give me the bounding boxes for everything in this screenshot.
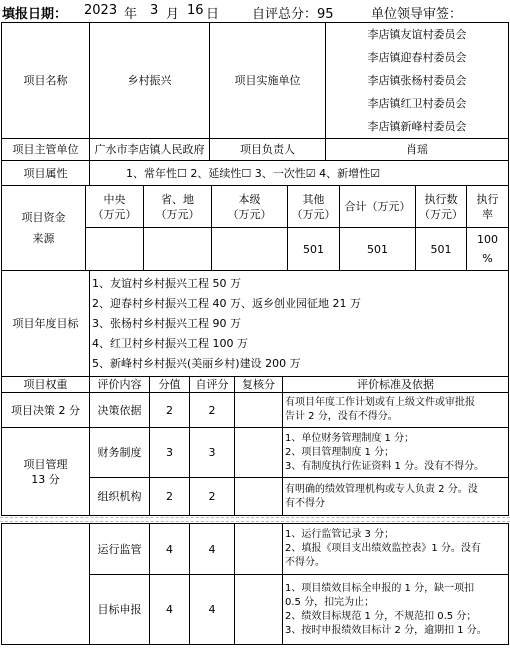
row-recheck	[235, 478, 283, 516]
row-criteria	[283, 575, 509, 645]
manager-unit-value: 广水市李店镇人民政府	[90, 139, 210, 161]
rate-value	[467, 228, 509, 271]
impl-unit-item: 李店镇张杨村委员会	[367, 74, 467, 87]
col-province	[144, 186, 212, 228]
row-recheck	[235, 393, 283, 428]
col-other-name: 其他	[302, 192, 325, 206]
col-central	[86, 186, 144, 228]
attribute-label: 项目属性	[2, 161, 90, 186]
col-other	[288, 186, 340, 228]
col-local	[212, 186, 288, 228]
row-criteria	[283, 393, 509, 428]
province-value	[144, 228, 212, 271]
group-management-line2: 13 分	[31, 472, 60, 486]
project-name-value: 乡村振兴	[90, 23, 210, 139]
group-management-continued	[2, 524, 90, 645]
col-executed-unit: （万元）	[419, 207, 463, 221]
criteria-line: 有项目年度工作计划或有上级文件或审批报	[285, 397, 475, 408]
funds-label-line1: 项目资金	[21, 211, 66, 224]
project-leader-value: 肖瑶	[326, 139, 509, 161]
impl-unit-item: 李店镇迎春村委员会	[367, 51, 467, 64]
project-leader-label: 项目负责人	[210, 139, 326, 161]
rate-value-percent: %	[482, 252, 493, 265]
row-content: 决策依据	[90, 393, 150, 428]
row-content: 运行监管	[90, 524, 150, 575]
impl-unit-item: 李店镇友谊村委员会	[367, 28, 467, 41]
rate-value-number: 100	[477, 233, 498, 246]
evaluation-table	[1, 270, 509, 516]
col-rate	[467, 186, 509, 228]
impl-unit-label: 项目实施单位	[210, 23, 326, 139]
col-rate-line2: 率	[482, 207, 493, 221]
header-recheck: 复核分	[235, 377, 283, 393]
criteria-line: 不得分。	[285, 557, 325, 568]
row-self: 4	[190, 575, 235, 645]
col-local-name: 本级	[238, 192, 261, 206]
row-score: 4	[150, 524, 190, 575]
col-executed-name: 执行数	[424, 192, 458, 206]
project-name-label: 项目名称	[2, 23, 90, 139]
col-local-unit: （万元）	[227, 207, 272, 221]
row-recheck	[235, 428, 283, 478]
col-other-unit: （万元）	[291, 207, 336, 221]
group-management	[2, 428, 90, 516]
other-value: 501	[288, 228, 340, 271]
month-unit: 月	[166, 7, 180, 22]
date-day: 16	[187, 3, 204, 18]
date-year: 2023	[84, 3, 118, 18]
criteria-line: 1、运行监管记录 3 分；	[285, 529, 395, 540]
header-score: 分值	[150, 377, 190, 393]
row-recheck	[235, 524, 283, 575]
header-weight: 项目权重	[2, 377, 90, 393]
funds-table	[1, 185, 509, 271]
evaluation-table-continued	[1, 523, 509, 645]
group-decision: 项目决策 2 分	[2, 393, 90, 428]
row-self: 3	[190, 428, 235, 478]
row-content: 组织机构	[90, 478, 150, 516]
row-criteria	[283, 478, 509, 516]
day-unit: 日	[206, 7, 220, 22]
page-break	[0, 517, 510, 522]
criteria-line: 告计 2 分，没有不得分。	[285, 411, 398, 422]
goal-item: 3、张杨村乡村振兴工程 90 万	[92, 316, 241, 330]
row-score: 3	[150, 428, 190, 478]
impl-unit-item: 李店镇新峰村委员会	[367, 120, 467, 133]
row-self: 4	[190, 524, 235, 575]
col-province-unit: （万元）	[155, 207, 200, 221]
impl-unit-item: 李店镇红卫村委员会	[367, 97, 467, 110]
row-self: 2	[190, 393, 235, 428]
criteria-line: 有不得分	[285, 497, 325, 509]
criteria-line: 1、项目绩效目标全申报的 1 分，缺一项扣	[285, 582, 475, 594]
leader-sign-label: 单位领导审签：	[371, 7, 463, 22]
row-score: 2	[150, 478, 190, 516]
annual-goals-list	[90, 271, 509, 377]
goal-item: 5、新峰村乡村振兴(美丽乡村)建设 200 万	[92, 356, 301, 370]
header-criteria: 评价标准及依据	[283, 377, 509, 393]
annual-goals-label: 项目年度目标	[2, 271, 90, 377]
criteria-line: 有明确的绩效管理机构或专人负责 2 分。没	[285, 483, 478, 495]
criteria-line: 0.5 分，扣完为止；	[285, 596, 375, 608]
row-content: 财务制度	[90, 428, 150, 478]
eval-row-supervision	[2, 524, 509, 575]
eval-row-decision	[2, 393, 509, 428]
attribute-value: 1、常年性☐ 2、延续性☐ 3、一次性☑ 4、新增性☑	[90, 161, 509, 186]
goal-item: 2、迎春村乡村振兴工程 40 万、返乡创业园征地 21 万	[92, 296, 361, 310]
header-content: 评价内容	[90, 377, 150, 393]
row-recheck	[235, 575, 283, 645]
self-total-score: 自评总分：95	[252, 7, 334, 22]
criteria-line: 3、按时申报绩效目标计 2 分，逾期扣 1 分。	[285, 624, 487, 636]
fill-date-label: 填报日期：	[2, 7, 68, 22]
local-value	[212, 228, 288, 271]
criteria-line: 2、填报《项目支出绩效监控表》1 分。没有	[285, 543, 481, 554]
impl-unit-list	[326, 23, 509, 139]
criteria-line: 3、有制度执行佐证资料 1 分。没有不得分。	[285, 460, 485, 472]
form-header	[0, 0, 510, 22]
col-province-name: 省、地	[161, 192, 194, 206]
row-content: 目标申报	[90, 575, 150, 645]
project-info-table	[1, 22, 509, 186]
row-score: 4	[150, 575, 190, 645]
manager-unit-label: 项目主管单位	[2, 139, 90, 161]
col-central-name: 中央	[103, 192, 126, 206]
col-executed	[416, 186, 467, 228]
funds-label-line2: 来源	[32, 232, 55, 245]
row-self: 2	[190, 478, 235, 516]
criteria-line: 1、单位财务管理制度 1 分；	[285, 432, 415, 444]
eval-row-finance	[2, 428, 509, 478]
goal-item: 1、友谊村乡村振兴工程 50 万	[92, 276, 241, 290]
col-total: 合计（万元）	[340, 186, 416, 228]
total-value: 501	[340, 228, 416, 271]
row-criteria	[283, 524, 509, 575]
col-rate-line1: 执行	[476, 192, 499, 206]
row-score: 2	[150, 393, 190, 428]
date-month: 3	[150, 3, 159, 18]
group-management-line1: 项目管理	[23, 457, 68, 471]
year-unit: 年	[124, 7, 138, 22]
executed-value: 501	[416, 228, 467, 271]
criteria-line: 2、项目管理制度 1 分；	[285, 446, 395, 458]
funds-source-label	[2, 186, 86, 271]
row-criteria	[283, 428, 509, 478]
header-self: 自评分	[190, 377, 235, 393]
goal-item: 4、红卫村乡村振兴工程 100 万	[92, 336, 248, 350]
col-central-unit: （万元）	[92, 207, 137, 221]
central-value	[86, 228, 144, 271]
criteria-line: 2、绩效目标规范 1 分，不规范扣 0.5 分；	[285, 610, 477, 622]
